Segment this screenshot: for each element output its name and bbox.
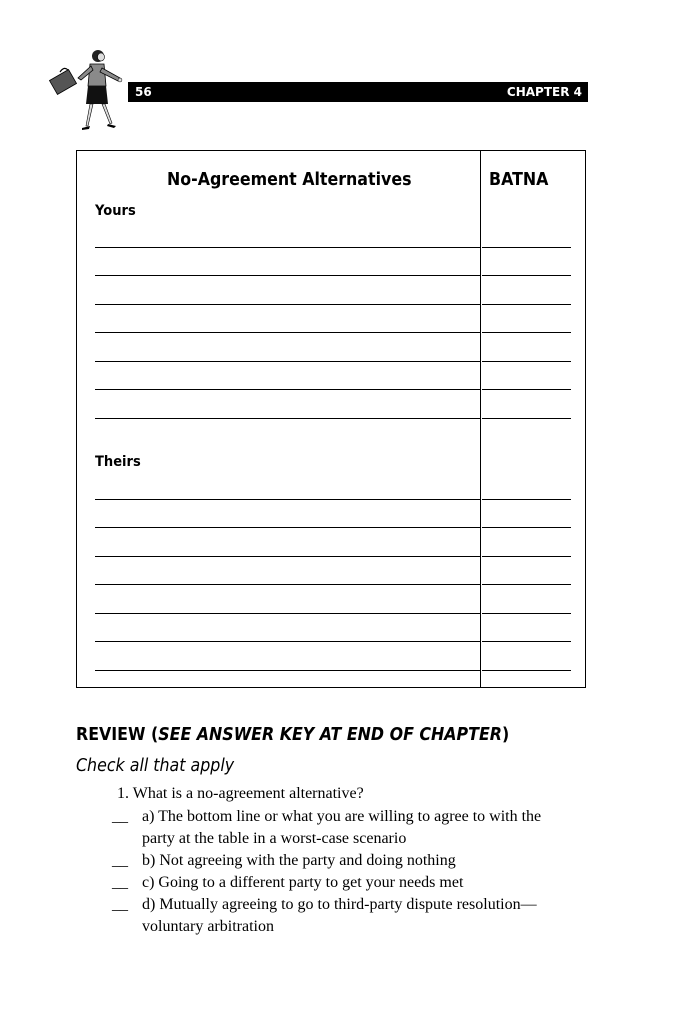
write-line[interactable] [95,304,480,305]
batna-write-line[interactable] [482,670,571,671]
option-c-line1: c) Going to a different party to get your needs met [142,874,464,891]
write-line[interactable] [95,275,480,276]
batna-write-line[interactable] [482,247,571,248]
write-line[interactable] [95,527,480,528]
batna-write-line[interactable] [482,527,571,528]
write-line[interactable] [95,499,480,500]
checkbox-blank[interactable]: __ [112,874,128,891]
column-header-batna: BATNA [489,169,549,190]
write-line[interactable] [95,556,480,557]
batna-write-line[interactable] [482,499,571,500]
write-line[interactable] [95,389,480,390]
answer-option-d[interactable] [112,894,590,938]
write-line[interactable] [95,641,480,642]
checkbox-blank[interactable]: __ [112,896,128,913]
option-d-line2: voluntary arbitration [142,918,274,935]
question-text: 1. What is a no-agreement alternative? [117,785,364,802]
chapter-label: CHAPTER 4 [506,85,582,99]
batna-write-line[interactable] [482,332,571,333]
write-line[interactable] [95,670,480,671]
answer-option-c[interactable] [112,872,590,894]
write-line[interactable] [95,361,480,362]
page-number: 56 [135,85,152,99]
review-heading-suffix: ) [501,724,510,745]
review-heading [76,724,509,745]
checkbox-blank[interactable]: __ [112,808,128,825]
section-label-yours: Yours [95,203,136,219]
batna-write-line[interactable] [482,361,571,362]
write-line[interactable] [95,613,480,614]
batna-write-line[interactable] [482,641,571,642]
write-line[interactable] [95,584,480,585]
businesswoman-briefcase-illustration [44,44,128,134]
running-header [128,82,588,102]
batna-write-line[interactable] [482,304,571,305]
option-b-line1: b) Not agreeing with the party and doing nothing [142,852,456,869]
option-d-line1: d) Mutually agreeing to go to third-party dispute resolution— [142,896,537,913]
checkbox-blank[interactable]: __ [112,852,128,869]
write-line[interactable] [95,247,480,248]
column-header-alternatives: No-Agreement Alternatives [167,169,412,190]
batna-write-line[interactable] [482,556,571,557]
write-line[interactable] [95,418,480,419]
option-a-line2: party at the table in a worst-case scenario [142,830,407,847]
batna-write-line[interactable] [482,418,571,419]
column-divider [480,151,481,687]
section-label-theirs: Theirs [95,454,141,470]
batna-write-line[interactable] [482,584,571,585]
alternatives-worksheet-table [76,150,586,688]
answer-option-b[interactable] [112,850,590,872]
batna-write-line[interactable] [482,613,571,614]
review-heading-italic: SEE ANSWER KEY AT END OF CHAPTER [158,724,502,745]
answer-option-a[interactable] [112,806,590,850]
write-line[interactable] [95,332,480,333]
review-instruction: Check all that apply [76,755,235,776]
review-heading-prefix: REVIEW ( [76,724,159,745]
batna-write-line[interactable] [482,389,571,390]
batna-write-line[interactable] [482,275,571,276]
option-a-line1: a) The bottom line or what you are willing to agree to with the [142,808,542,825]
